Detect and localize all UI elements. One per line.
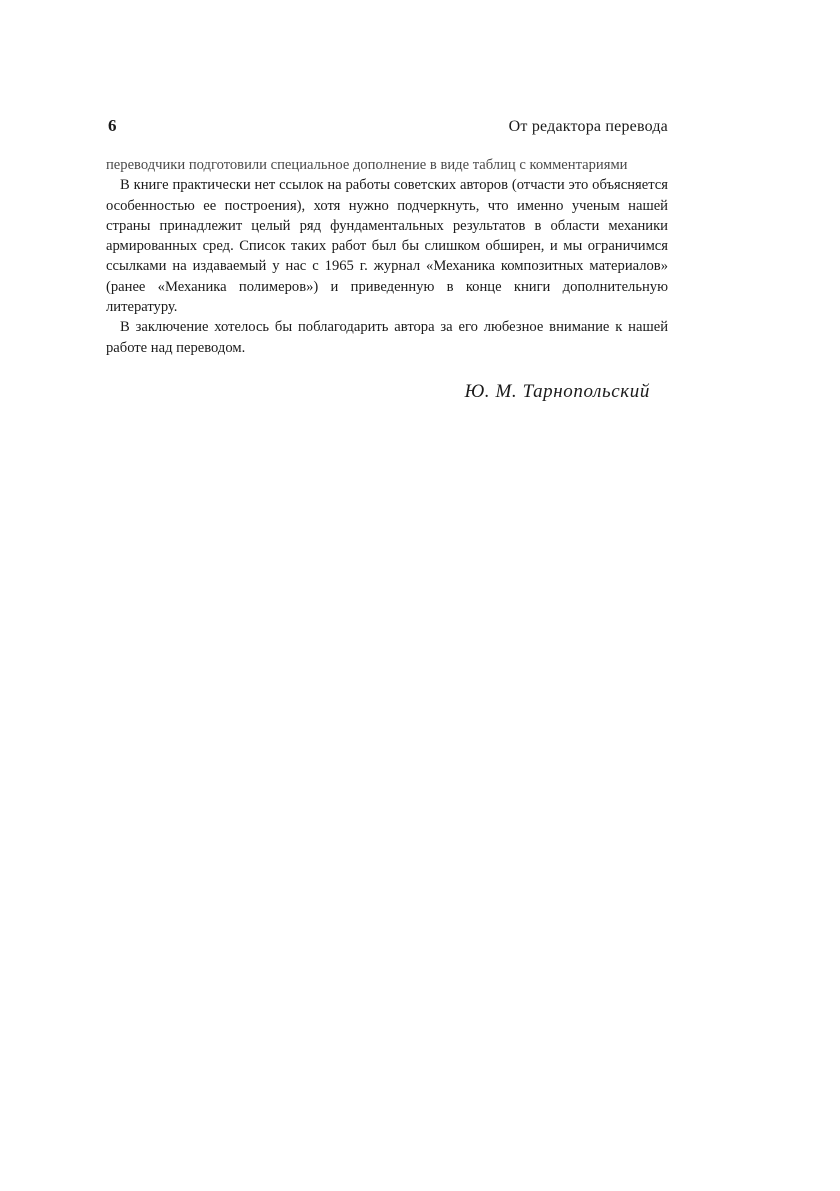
paragraph-references: В книге практически нет ссылок на работы советских авторов (отчасти это объясняется особенностью ее построения), хотя нужно подчеркнуть, что именно ученым нашей страны принадлежит целый ряд фундаментальных результатов в области механики армированных сред. Список таких работ был бы слишком обширен, и мы ограничимся ссылками на издаваемый у нас с 1965 г. журнал «Механика композитных материалов» (ранее «Механика полимеров») и приведенную в конце книги дополнительную литературу. (106, 177, 668, 316)
paragraph-acknowledgement: В заключение хотелось бы поблагодарить автора за его любезное внимание к нашей работе над переводом. (106, 319, 668, 356)
paragraph-continuation: переводчики подготовили специальное дополнение в виде таблиц с комментариями (106, 157, 628, 173)
editor-signature: Ю. М. Тарнопольский (464, 381, 650, 402)
body-text (106, 155, 668, 358)
running-head: От редактора перевода (508, 118, 668, 135)
page-number: 6 (108, 116, 117, 135)
